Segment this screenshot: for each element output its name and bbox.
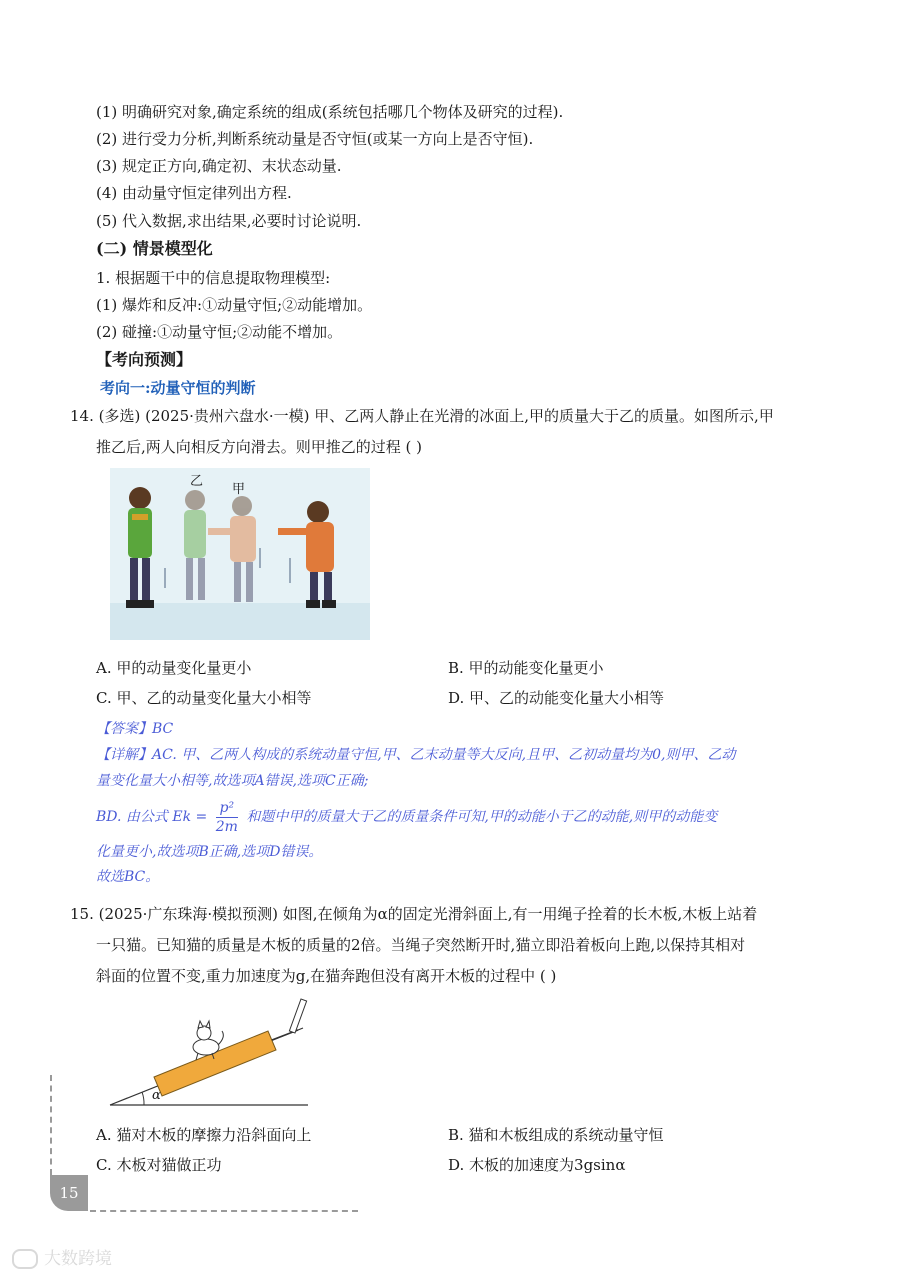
forecast-subtitle: 考向一:动量守恒的判断 [100, 379, 256, 397]
page-border-dashed-vertical [50, 1075, 52, 1175]
skaters-illustration [110, 468, 370, 640]
q15-option-b[interactable]: B. 猫和木板组成的系统动量守恒 [448, 1126, 664, 1144]
model-item-2: (2) 碰撞:①动量守恒;②动能不增加。 [96, 323, 343, 341]
q14-option-d[interactable]: D. 甲、乙的动能变化量大小相等 [448, 689, 665, 707]
q15-line-2: 一只猫。已知猫的质量是木板的质量的2倍。当绳子突然断开时,猫立即沿着板向上跑,以保持其相对 [96, 936, 746, 954]
q15-line-1: 15. (2025·广东珠海·模拟预测) 如图,在倾角为α的固定光滑斜面上,有一用绳子拴着的长木板,木板上站着 [70, 905, 758, 923]
q15-line-3: 斜面的位置不变,重力加速度为g,在猫奔跑但没有离开木板的过程中 ( ) [96, 967, 557, 985]
watermark [12, 1244, 112, 1269]
q14-option-b[interactable]: B. 甲的动能变化量更小 [448, 659, 604, 677]
q14-option-c[interactable]: C. 甲、乙的动量变化量大小相等 [96, 689, 312, 707]
q14-detail-3-pre: BD. 由公式 [96, 809, 168, 825]
incline-figure [108, 995, 328, 1110]
page-number: 15 [50, 1175, 88, 1211]
formula-numerator: p² [216, 799, 238, 818]
formula-denominator: 2m [215, 818, 238, 835]
watermark-text: 大数跨境 [44, 1249, 112, 1269]
step-5: (5) 代入数据,求出结果,必要时讨论说明. [96, 212, 362, 230]
label-yi: 乙 [190, 474, 204, 489]
angle-label: α [152, 1088, 161, 1103]
formula-lhs: Ek = [172, 809, 208, 825]
step-3: (3) 规定正方向,确定初、末状态动量. [96, 157, 342, 175]
model-item-1: (1) 爆炸和反冲:①动量守恒;②动能增加。 [96, 296, 373, 314]
watermark-logo-icon [12, 1249, 38, 1269]
q14-detail-4: 化量更小,故选项B正确,选项D错误。 [96, 844, 323, 860]
q14-detail-5: 故选BC。 [96, 869, 160, 885]
q15-option-c[interactable]: C. 木板对猫做正功 [96, 1156, 222, 1174]
q14-detail-1: 【详解】AC. 甲、乙两人构成的系统动量守恒,甲、乙末动量等大反向,且甲、乙初动量均为0,则甲、乙动 [96, 747, 736, 763]
forecast-title: 【考向预测】 [96, 350, 193, 369]
q14-line-2: 推乙后,两人向相反方向滑去。则甲推乙的过程 ( ) [96, 438, 423, 456]
formula-fraction [216, 799, 238, 836]
label-jia: 甲 [232, 482, 246, 497]
q14-option-a[interactable]: A. 甲的动量变化量更小 [96, 659, 252, 677]
q15-option-a[interactable]: A. 猫对木板的摩擦力沿斜面向上 [96, 1126, 312, 1144]
page-border-dashed-horizontal [90, 1210, 358, 1212]
q15-option-d[interactable]: D. 木板的加速度为3gsinα [448, 1156, 626, 1174]
q14-detail-3-post: 和题中甲的质量大于乙的质量条件可知,甲的动能小于乙的动能,则甲的动能变 [246, 809, 718, 825]
step-1: (1) 明确研究对象,确定系统的组成(系统包括哪几个物体及研究的过程). [96, 103, 564, 121]
q14-line-1: 14. (多选) (2025·贵州六盘水·一模) 甲、乙两人静止在光滑的冰面上,甲的质量大于乙的质量。如图所示,甲 [70, 407, 774, 425]
section-intro: 1. 根据题干中的信息提取物理模型: [96, 269, 331, 287]
step-2: (2) 进行受力分析,判断系统动量是否守恒(或某一方向上是否守恒). [96, 130, 534, 148]
q14-detail-2: 量变化量大小相等,故选项A错误,选项C正确; [96, 773, 369, 789]
section-heading: (二) 情景模型化 [96, 239, 213, 258]
step-4: (4) 由动量守恒定律列出方程. [96, 184, 292, 202]
q14-answer: 【答案】BC [96, 721, 174, 737]
q14-detail-3 [96, 797, 717, 837]
